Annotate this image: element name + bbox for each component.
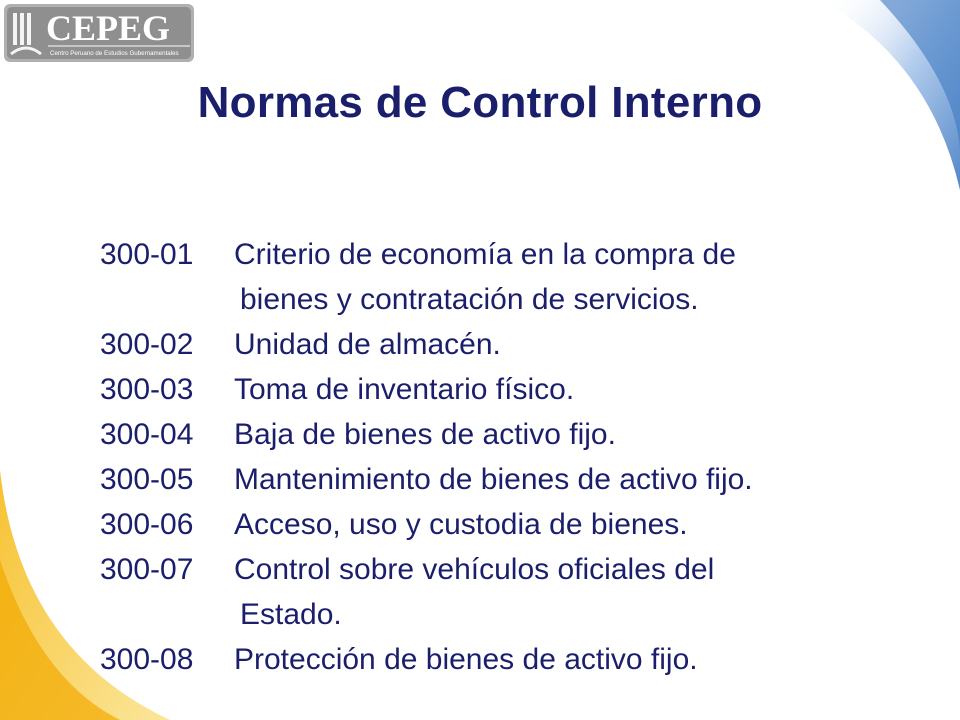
svg-text:CEPEG: CEPEG xyxy=(46,8,171,48)
norm-code: 300-03 xyxy=(100,373,194,406)
list-item xyxy=(100,547,900,592)
list-item xyxy=(100,367,900,412)
slide-title: Normas de Control Interno xyxy=(197,78,763,127)
norms-list xyxy=(100,232,900,682)
norm-code: 300-05 xyxy=(100,463,194,496)
list-item xyxy=(100,322,900,367)
norm-code: 300-06 xyxy=(100,508,194,541)
norm-text-continuation: Estado. xyxy=(240,598,342,631)
norm-text: Acceso, uso y custodia de bienes. xyxy=(234,508,688,541)
cepeg-logo xyxy=(4,4,194,62)
norm-text: Criterio de economía en la compra de xyxy=(234,238,736,271)
norm-text: Baja de bienes de activo fijo. xyxy=(234,418,616,451)
norm-code: 300-04 xyxy=(100,418,194,451)
list-item xyxy=(100,412,900,457)
norm-text: Toma de inventario físico. xyxy=(234,373,575,406)
norm-code: 300-01 xyxy=(100,238,194,271)
norm-text: Mantenimiento de bienes de activo fijo. xyxy=(234,463,753,496)
norm-code: 300-07 xyxy=(100,553,194,586)
svg-text:Centro Peruano de Estudios Gub: Centro Peruano de Estudios Gubernamentales xyxy=(50,50,179,57)
list-item xyxy=(100,637,900,682)
norm-text: Protección de bienes de activo fijo. xyxy=(234,643,698,676)
norm-text: Control sobre vehículos oficiales del xyxy=(234,553,715,586)
list-item xyxy=(100,457,900,502)
norm-code: 300-02 xyxy=(100,328,194,361)
norm-text: Unidad de almacén. xyxy=(234,328,501,361)
list-item xyxy=(100,502,900,547)
norm-text-continuation: bienes y contratación de servicios. xyxy=(240,283,699,316)
list-item xyxy=(100,232,900,277)
norm-code: 300-08 xyxy=(100,643,194,676)
